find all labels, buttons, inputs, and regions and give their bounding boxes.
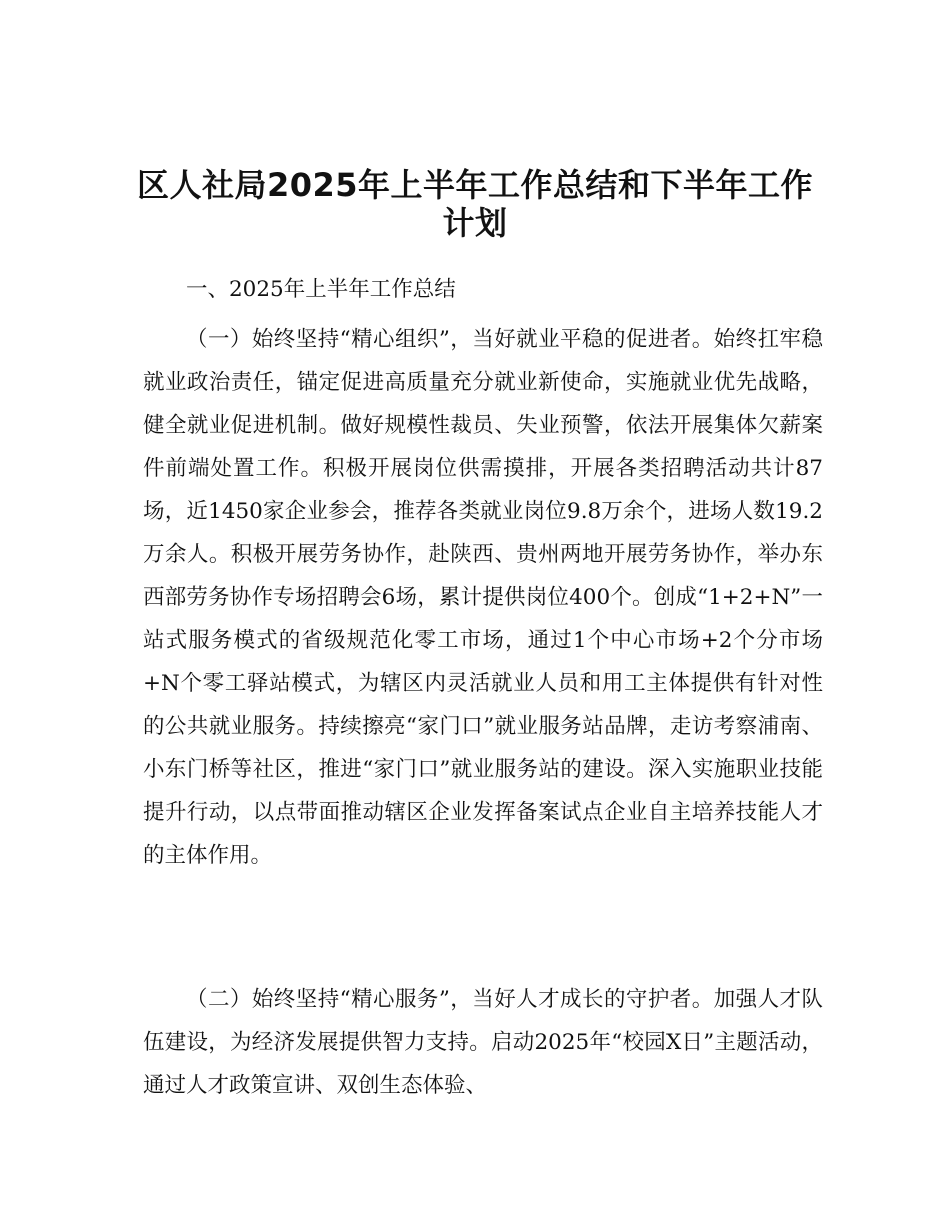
title-line-2: 计划 xyxy=(442,204,508,242)
section-heading-1: 一、2025年上半年工作总结 xyxy=(186,277,456,302)
paragraph-1: （一）始终坚持“精心组织”，当好就业平稳的促进者。始终扛牢稳就业政治责任，锚定促进高质量充分就业新使命，实施就业优先战略，健全就业促进机制。做好规模性裁员、失业预警，依法开展集体欠薪案件前端处置工作。积极开展岗位供需摸排，开展各类招聘活动共计87场，近1450家企业参会，推荐各类就业岗位9.8万余个，进场人数19.2万余人。积极开展劳务协作，赴陕西、贵州两地开展劳务协作，举办东西部劳务协作专场招聘会6场，累计提供岗位400个。创成“1+2+N”一站式服务模式的省级规范化零工市场，通过1个中心市场+2个分市场+N个零工驿站模式，为辖区内灵活就业人员和用工主体提供有针对性的公共就业服务。持续擦亮“家门口”就业服务站品牌，走访考察浦南、小东门桥等社区，推进“家门口”就业服务站的建设。深入实施职业技能提升行动，以点带面推动辖区企业发挥备案试点企业自主培养技能人才的主体作用。 xyxy=(143,327,823,868)
title-line-1: 区人社局2025年上半年工作总结和下半年工作 xyxy=(136,166,814,204)
paragraph-2: （二）始终坚持“精心服务”，当好人才成长的守护者。加强人才队伍建设，为经济发展提供智力支持。启动2025年“校园X日”主题活动，通过人才政策宣讲、双创生态体验、 xyxy=(143,987,823,1098)
document-title xyxy=(100,166,850,242)
